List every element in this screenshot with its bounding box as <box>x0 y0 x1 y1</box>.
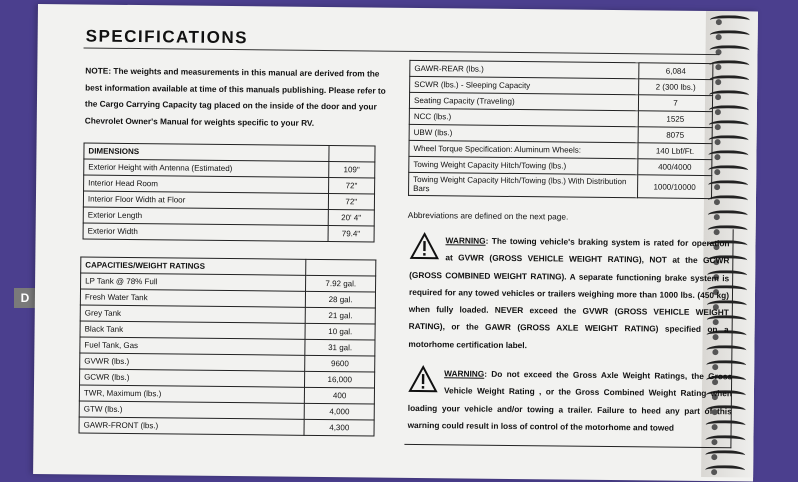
row-label: Towing Weight Capacity Hitch/Towing (lbs.) With Distribution Bars <box>409 172 638 197</box>
binding-hole <box>714 214 720 220</box>
row-label: LP Tank @ 78% Full <box>81 273 307 291</box>
page-title: SPECIFICATIONS <box>85 26 249 48</box>
row-label: Interior Floor Width at Floor <box>83 191 328 210</box>
capacities-table <box>79 256 377 436</box>
header-empty-cell <box>306 259 376 276</box>
row-value: 400 <box>305 387 375 404</box>
binding-hole <box>711 469 717 475</box>
row-label: Grey Tank <box>80 305 306 323</box>
row-label: Black Tank <box>80 321 306 339</box>
binding-hole <box>716 34 722 40</box>
title-rule <box>84 47 720 55</box>
row-value: 1000/10000 <box>638 175 712 199</box>
row-label: GTW (lbs.) <box>79 401 305 419</box>
section-tab: D <box>14 288 36 308</box>
warning-2-lead: WARNING <box>444 368 485 379</box>
row-value: 4,000 <box>305 403 375 420</box>
binding-hole <box>711 454 717 460</box>
row-label: UBW (lbs.) <box>409 124 638 142</box>
binding-hole <box>716 19 722 25</box>
warning-triangle-icon <box>409 232 439 267</box>
warning-triangle-icon <box>408 365 438 400</box>
row-value: 7.92 gal. <box>306 275 376 292</box>
row-label: Exterior Length <box>83 207 328 226</box>
row-label: GAWR-FRONT (lbs.) <box>79 417 305 435</box>
row-value: 20' 4" <box>328 210 374 226</box>
row-value: 16,000 <box>305 371 375 388</box>
warning-1-lead: WARNING <box>445 235 486 246</box>
row-value: 31 gal. <box>305 339 375 356</box>
dimensions-header: DIMENSIONS <box>84 143 329 162</box>
binding-hole <box>715 124 721 130</box>
binding-hole <box>714 184 720 190</box>
row-label: Interior Head Room <box>84 175 329 194</box>
row-value: 2 (300 lbs.) <box>639 79 713 96</box>
note-paragraph: NOTE: The weights and measurements in this manual are derived from the best information available at time of this manuals publishing. Please refer to the Cargo Carrying Capacity tag placed on the inside of the door and your Chevrolet Owner's Manual for weights specific to your RV. <box>84 65 386 128</box>
row-label: Fresh Water Tank <box>80 289 306 307</box>
row-value: 140 Lbf/Ft. <box>638 143 712 160</box>
row-value: 6,084 <box>639 63 713 80</box>
table-row <box>409 172 712 198</box>
dimensions-table <box>83 142 376 242</box>
row-value: 4,300 <box>304 419 374 436</box>
binding-hole <box>714 154 720 160</box>
row-value: 8075 <box>638 127 712 144</box>
binding-hole <box>715 109 721 115</box>
table-row <box>83 223 374 242</box>
header-empty-cell <box>329 146 375 162</box>
row-value: 1525 <box>638 111 712 128</box>
row-value: 9600 <box>305 355 375 372</box>
table-row <box>79 417 374 436</box>
row-label: Towing Weight Capacity Hitch/Towing (lbs.) <box>409 156 638 174</box>
binding-hole <box>714 199 720 205</box>
row-label: Exterior Width <box>83 223 328 242</box>
binding-hole <box>715 79 721 85</box>
row-value: 21 gal. <box>306 307 376 324</box>
warning-1 <box>408 232 729 356</box>
row-label: GAWR-REAR (lbs.) <box>410 60 639 78</box>
warning-2 <box>408 365 733 438</box>
row-value: 79.4" <box>328 226 374 242</box>
row-value: 10 gal. <box>305 323 375 340</box>
binding-hole <box>714 169 720 175</box>
binding-hole <box>715 94 721 100</box>
row-label: Exterior Height with Antenna (Estimated) <box>84 159 329 178</box>
row-value: 72" <box>328 178 374 194</box>
abbreviations-note: Abbreviations are defined on the next page. <box>407 209 569 222</box>
row-label: TWR, Maximum (lbs.) <box>79 385 305 403</box>
row-value: 72" <box>328 194 374 210</box>
ratings-table <box>408 60 713 199</box>
binding-hole <box>715 64 721 70</box>
row-label: GCWR (lbs.) <box>80 369 306 387</box>
row-value: 400/4000 <box>638 159 712 176</box>
binding-hole <box>715 139 721 145</box>
row-value: 109" <box>328 162 374 178</box>
manual-page <box>33 4 758 482</box>
warning-1-text: : The towing vehicle's braking system is rated for operation at GVWR (GROSS VEHICLE WEIGHT RATING), NOT at the GCWR (GROSS COMBINED WEIGHT RATING). A separate functioning brake system is required for any towed vehicles or trailers weighing more than 1000 lbs. (450 kg) when fully loaded. NEVER exceed the GVWR (GROSS VEHICLE WEIGHT RATING), or the GAWR (GROSS AXLE WEIGHT RATING) specified on a motorhome certification label. <box>408 235 730 350</box>
row-value: 7 <box>638 95 712 112</box>
row-label: Wheel Torque Specification: Aluminum Wheels: <box>409 140 638 158</box>
row-label: NCC (lbs.) <box>409 108 638 126</box>
row-label: Seating Capacity (Traveling) <box>409 92 638 110</box>
row-value: 28 gal. <box>306 291 376 308</box>
row-label: Fuel Tank, Gas <box>80 337 306 355</box>
row-label: GVWR (lbs.) <box>80 353 306 371</box>
warning-2-text: : Do not exceed the Gross Axle Weight Ratings, the Gross Vehicle Weight Rating , or the Gross Combined Weight Rating when loading your vehicle and/or towing a trailer. Failure to heed any part of this warning could result in loss of control of the motorhome and towed <box>407 368 733 433</box>
capacities-header: CAPACITIES/WEIGHT RATINGS <box>81 257 307 275</box>
row-label: SCWR (lbs.) - Sleeping Capacity <box>410 76 639 94</box>
